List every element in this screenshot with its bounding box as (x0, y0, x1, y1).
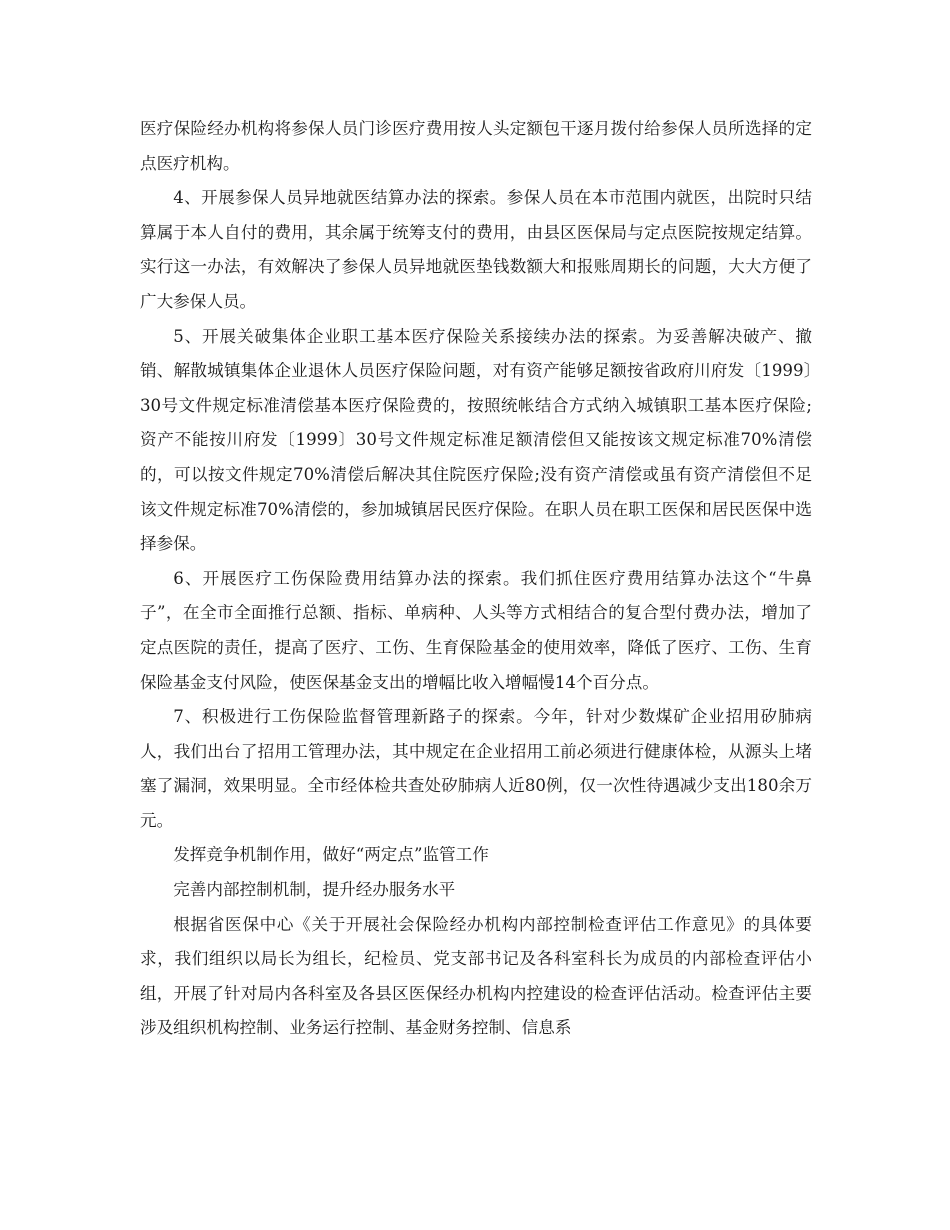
paragraph-3: 5、开展关破集体企业职工基本医疗保险关系接续办法的探索。为妥善解决破产、撤销、解散城镇集体企业退休人员医疗保险问题，对有资产能够足额按省政府川府发〔1999〕30号文件规定标准清偿基本医疗保险费的，按照统帐结合方式纳入城镇职工基本医疗保险;资产不能按川府发〔1999〕30号文件规定标准足额清偿但又能按该文规定标准70%清偿的，可以按文件规定70%清偿后解决其住院医疗保险;没有资产清偿或虽有资产清偿但不足该文件规定标准70%清偿的，参加城镇居民医疗保险。在职人员在职工医保和居民医保中选择参保。 (140, 326, 812, 554)
paragraph-4: 6、开展医疗工伤保险费用结算办法的探索。我们抓住医疗费用结算办法这个“牛鼻子”，在全市全面推行总额、指标、单病种、人头等方式相结合的复合型付费办法，增加了定点医院的责任，提高了医疗、工伤、生育保险基金的使用效率，降低了医疗、工伤、生育保险基金支付风险，使医保基金支出的增幅比收入增幅慢14个百分点。 (140, 568, 812, 692)
paragraph-5: 7、积极进行工伤保险监督管理新路子的探索。今年，针对少数煤矿企业招用矽肺病人，我们出台了招用工管理办法，其中规定在企业招用工前必须进行健康体检，从源头上堵塞了漏洞，效果明显。全市经体检共查处矽肺病人近80例，仅一次性待遇减少支出180余万元。 (140, 707, 812, 830)
document-body (140, 112, 812, 1046)
section-heading-internal-control: 完善内部控制机制，提升经办服务水平 (173, 880, 456, 900)
paragraph-6: 根据省医保中心《关于开展社会保险经办机构内部控制检查评估工作意见》的具体要求，我们组织以局长为组长，纪检员、党支部书记及各科室科长为成员的内部检查评估小组，开展了针对局内各科室及各县区医保经办机构内控建设的检查评估活动。检查评估主要涉及组织机构控制、业务运行控制、基金财务控制、信息系 (140, 914, 812, 1038)
paragraph-1: 医疗保险经办机构将参保人员门诊医疗费用按人头定额包干逐月拨付给参保人员所选择的定点医疗机构。 (140, 119, 812, 173)
section-heading-two-designated-points: 发挥竞争机制作用，做好“两定点”监管工作 (173, 845, 489, 865)
paragraph-2: 4、开展参保人员异地就医结算办法的探索。参保人员在本市范围内就医，出院时只结算属于本人自付的费用，其余属于统筹支付的费用，由县区医保局与定点医院按规定结算。实行这一办法，有效解决了参保人员异地就医垫钱数额大和报账周期长的问题，大大方便了广大参保人员。 (140, 188, 812, 311)
